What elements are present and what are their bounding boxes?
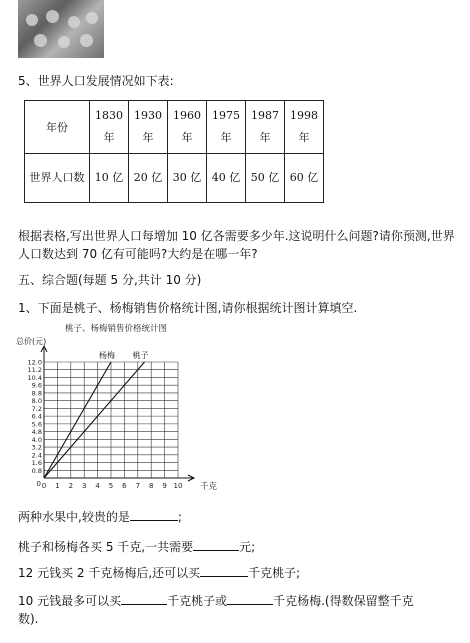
y-tick-label: 2.4 [31, 451, 42, 460]
year-cell: 1998 年 [285, 101, 324, 154]
series-line [44, 362, 145, 478]
series-label: 桃子 [132, 351, 149, 360]
answer-blank[interactable] [193, 538, 239, 551]
x-tick-label: 5 [108, 482, 114, 490]
y-tick-label: 0.8 [31, 466, 42, 475]
y-tick-label: 6.4 [31, 412, 42, 421]
y-tick-label: 4.8 [31, 428, 42, 437]
question-1-title: 1、下面是桃子、杨梅销售价格统计图,请你根据统计图计算填空. [18, 301, 358, 315]
section-5-title: 五、综合题(每题 5 分,共计 10 分) [18, 273, 202, 287]
chart-title: 桃子、杨梅销售价格统计图 [65, 324, 168, 334]
fill-in-4 [18, 592, 414, 609]
population-row [25, 154, 324, 203]
answer-blank[interactable] [200, 564, 248, 577]
answer-blank[interactable] [121, 592, 167, 605]
origin-label: 0 [36, 480, 41, 488]
fill-in-4-suffix: 千克杨梅.(得数保留整千克 [273, 594, 414, 608]
answer-blank[interactable] [130, 508, 178, 521]
x-axis-label: 千克 [200, 482, 218, 492]
year-cell: 1830 年 [90, 101, 129, 154]
fill-in-1-text: 两种水果中,较贵的是 [18, 510, 130, 524]
fill-in-1-suffix: ; [177, 510, 182, 524]
y-tick-label: 9.6 [31, 381, 42, 390]
price-line-chart [0, 318, 230, 500]
class-photo [18, 0, 104, 58]
population-header: 世界人口数 [25, 154, 90, 203]
x-tick-label: 4 [95, 482, 100, 490]
population-cell: 30 亿 [168, 154, 207, 203]
population-cell: 10 亿 [90, 154, 129, 203]
fill-in-4-tail: 数). [18, 612, 39, 626]
y-tick-label: 8.0 [31, 397, 42, 406]
fill-in-3 [18, 564, 300, 581]
series-label: 杨梅 [99, 351, 115, 360]
fill-in-4-mid: 千克桃子或 [167, 594, 228, 608]
year-row [25, 101, 324, 154]
y-tick-label: 1.6 [31, 459, 42, 468]
fill-in-3-text: 12 元钱买 2 千克杨梅后,还可以买 [18, 566, 201, 580]
y-tick-label: 8.8 [31, 389, 42, 398]
population-cell: 50 亿 [246, 154, 285, 203]
answer-blank[interactable] [227, 592, 273, 605]
y-tick-label: 4.0 [31, 435, 42, 444]
x-tick-label: 2 [68, 482, 74, 490]
population-table [24, 100, 324, 203]
series-line [44, 362, 111, 478]
fill-in-2-suffix: 元; [239, 540, 256, 554]
fill-in-2-text: 桃子和杨梅各买 5 千克,一共需要 [18, 540, 194, 554]
year-cell: 1987 年 [246, 101, 285, 154]
question-5-title: 5、世界人口发展情况如下表: [18, 74, 174, 88]
year-cell: 1930 年 [129, 101, 168, 154]
fill-in-4-text: 10 元钱最多可以买 [18, 594, 122, 608]
x-tick-label: 7 [135, 482, 141, 490]
y-axis-label: 总价(元) [16, 337, 47, 346]
x-tick-label: 0 [41, 482, 47, 490]
x-tick-label: 9 [162, 482, 167, 490]
year-header: 年份 [25, 101, 90, 154]
year-cell: 1960 年 [168, 101, 207, 154]
year-cell: 1975 年 [207, 101, 246, 154]
x-tick-label: 1 [55, 482, 60, 490]
population-cell: 40 亿 [207, 154, 246, 203]
y-tick-label: 12.0 [27, 358, 42, 367]
y-tick-label: 3.2 [31, 443, 42, 452]
fill-in-3-suffix: 千克桃子; [248, 566, 301, 580]
population-cell: 20 亿 [129, 154, 168, 203]
x-tick-label: 8 [148, 482, 154, 490]
x-tick-label: 3 [81, 482, 87, 490]
y-tick-label: 11.2 [27, 366, 42, 375]
y-tick-label: 7.2 [31, 404, 42, 413]
fill-in-1 [18, 508, 182, 525]
fill-in-2 [18, 538, 255, 555]
x-tick-label: 10 [173, 482, 183, 490]
question-5-text: 根据表格,写出世界人口每增加 10 亿各需要多少年.这说明什么问题?请你预测,世界人口数达到 70 亿有可能吗?大约是在哪一年? [18, 229, 455, 261]
y-tick-label: 10.4 [27, 373, 42, 382]
x-tick-label: 6 [122, 482, 127, 490]
y-tick-label: 5.6 [31, 420, 42, 429]
population-cell: 60 亿 [285, 154, 324, 203]
